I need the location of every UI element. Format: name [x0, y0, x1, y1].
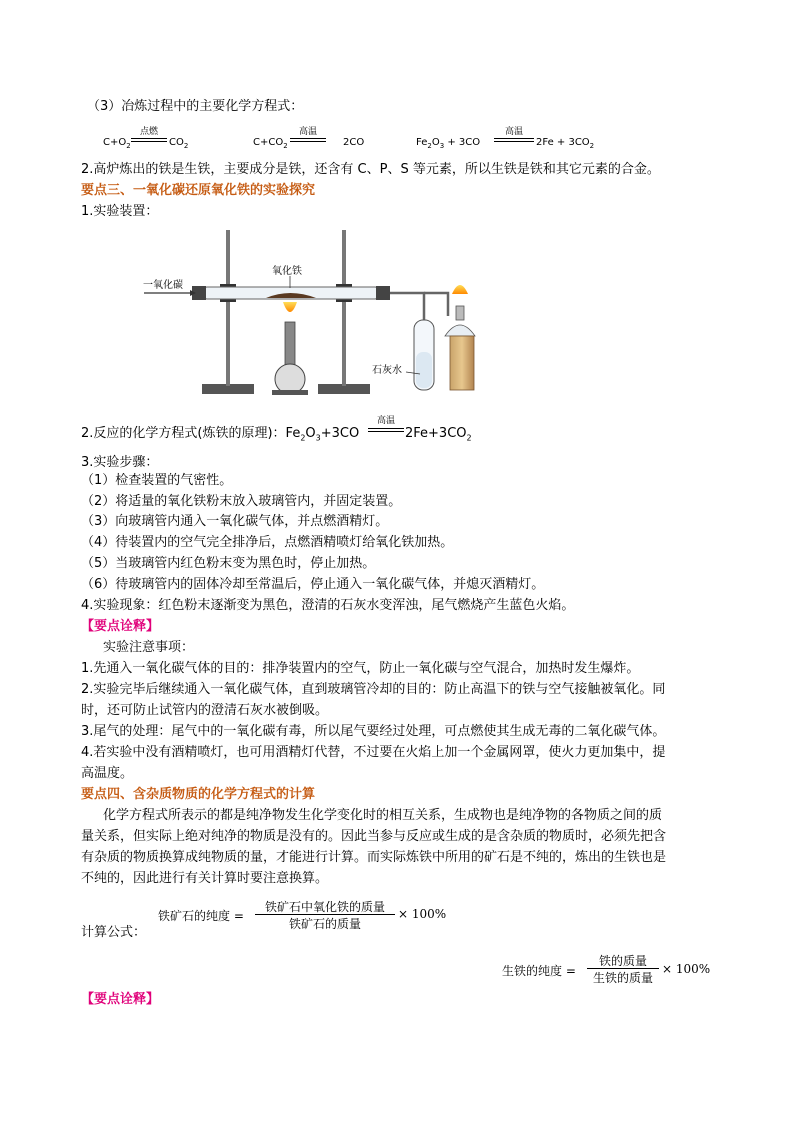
eq2-arrow-bar-2 [290, 141, 326, 142]
key-point-note-1: 【要点诠释】 [81, 619, 160, 634]
step-1: （1）检查装置的气密性。 [81, 473, 233, 488]
lamp-bulb [275, 364, 305, 394]
formula-label: 计算公式： [81, 925, 147, 940]
alcohol-lamp-neck [456, 306, 464, 320]
step-2: （2）将适量的氧化铁粉末放入玻璃管内，并固定装置。 [81, 494, 402, 509]
equation-iron-oxide [416, 136, 480, 153]
limewater-label: 石灰水 [372, 365, 402, 376]
eq1-condition: 点燃 [139, 127, 158, 137]
eq3-sub2: 3 [439, 142, 445, 150]
right-stopper [376, 286, 390, 300]
reaction-condition: 高温 [376, 416, 395, 426]
impurity-paragraph-line-4: 不纯的，因此进行有关计算时要注意换算。 [81, 871, 329, 886]
caution-1: 1.先通入一氧化碳气体的目的：排净装置内的空气，防止一氧化碳与空气混合，加热时发生爆炸。 [81, 661, 640, 676]
alcohol-lamp-body [445, 325, 475, 336]
step-3: （3）向玻璃管内通入一氧化碳气体，并点燃酒精灯。 [81, 514, 389, 529]
eq2-left: C+CO [253, 137, 284, 148]
pig-iron-purity-denominator: 生铁的质量 [592, 971, 653, 985]
eq3-right [536, 136, 594, 153]
eq2-condition: 高温 [298, 127, 317, 137]
ore-purity-denominator: 铁矿石的质量 [288, 917, 361, 931]
cautions-label: 实验注意事项： [103, 640, 195, 655]
pig-iron-purity-right: × 100% [662, 962, 711, 976]
caution-4b: 高温度。 [81, 766, 134, 781]
right-stand-rod [342, 230, 346, 386]
lamp-flame [283, 302, 297, 312]
step-5: （5）当玻璃管内红色粉末变为黑色时，停止加热。 [81, 556, 376, 571]
reaction-equation [81, 424, 359, 449]
eq1-right-sub: 2 [183, 142, 189, 150]
wooden-block [450, 336, 474, 390]
eq1-arrow-bar [131, 138, 167, 139]
eq1-right-text: CO [169, 137, 184, 148]
reaction-right [405, 424, 472, 449]
reaction-sub1: 2 [300, 433, 306, 443]
limewater-liquid [416, 352, 432, 388]
eq2-left-sub: 2 [283, 142, 288, 150]
section-3-label: （3）冶炼过程中的主要化学方程式： [87, 99, 304, 114]
caution-2b: 时，还可防止试管内的澄清石灰水被倒吸。 [81, 703, 329, 718]
eq1-arrow-bar-2 [131, 141, 167, 142]
eq1-right [169, 136, 188, 153]
eq3-fe: Fe [416, 137, 428, 148]
reaction-right-text: 2Fe+3CO [405, 426, 467, 441]
phenomenon-paragraph: 4.实验现象：红色粉末逐渐变为黑色，澄清的石灰水变浑浊，尾气燃烧产生蓝色火焰。 [81, 598, 575, 613]
apparatus-label: 1.实验装置： [81, 204, 159, 219]
caution-3: 3.尾气的处理：尾气中的一氧化碳有毒，所以尾气要经过处理，可点燃使其生成无毒的二氧化碳气体。 [81, 724, 666, 739]
equation-carbon-oxygen [103, 136, 131, 153]
impurity-paragraph-line-2: 量关系，但实际上绝对纯净的物质是没有的。因此当参与反应或生成的是含杂质的物质时，必须先把含 [81, 829, 667, 844]
eq3-sub1: 2 [427, 142, 432, 150]
reaction-sub2: 3 [315, 433, 321, 443]
key-point-note-2: 【要点诠释】 [81, 992, 160, 1007]
eq3-condition: 高温 [504, 127, 523, 137]
eq2-arrow-bar [290, 138, 326, 139]
eq3-arrow-bar [494, 138, 534, 139]
reaction-right-sub: 2 [466, 433, 472, 443]
pig-iron-purity-numerator: 铁的质量 [598, 954, 647, 968]
eq3-right-text: 2Fe + 3CO [536, 137, 590, 148]
eq3-plus-co: + 3CO [444, 137, 481, 148]
section-heading-4: 要点四、含杂质物质的化学方程式的计算 [81, 787, 316, 802]
ore-purity-right: × 100% [398, 907, 447, 921]
reaction-arrow-bar-2 [368, 431, 404, 432]
step-4: （4）待装置内的空气完全排净后，点燃酒精喷灯给氧化铁加热。 [81, 535, 454, 550]
caution-2a: 2.实验完毕后继续通入一氧化碳气体，直到玻璃管冷却的目的：防止高温下的铁与空气接触被氧化。同 [81, 682, 666, 697]
co-label: 一氧化碳 [143, 280, 183, 291]
apparatus-diagram [140, 224, 500, 402]
ore-purity-numerator: 铁矿石中氧化铁的质量 [264, 900, 385, 914]
lamp-foot [272, 390, 308, 395]
left-stand-rod [226, 230, 230, 386]
section-heading-3: 要点三、一氧化碳还原氧化铁的实验探究 [81, 183, 316, 198]
eq3-o: O [431, 137, 440, 148]
pig-iron-paragraph: 2.高炉炼出的铁是生铁，主要成分是铁，还含有 C、P、S 等元素，所以生铁是铁和其它元素的合金。 [81, 162, 660, 177]
reaction-prefix: 2.反应的化学方程式(炼铁的原理)：Fe [81, 426, 301, 441]
exhaust-flame [452, 285, 468, 294]
eq2-right: 2CO [343, 137, 365, 148]
eq3-right-sub: 2 [589, 142, 595, 150]
eq3-arrow-bar-2 [494, 141, 534, 142]
eq1-left-sub: 2 [126, 142, 131, 150]
ore-purity-left: 铁矿石的纯度 = [158, 909, 244, 923]
reaction-o: O [305, 426, 316, 441]
eq1-left: C+O [103, 137, 127, 148]
reaction-arrow-bar [368, 428, 404, 429]
equation-carbon-co2 [253, 136, 288, 153]
impurity-paragraph-line-3: 有杂质的物质换算成纯物质的量，才能进行计算。而实际炼铁中所用的矿石是不纯的，炼出的生铁也是 [81, 850, 667, 865]
exhaust-tube [424, 293, 448, 316]
pig-iron-purity-left: 生铁的纯度 = [502, 964, 576, 978]
lamp-chimney [285, 322, 295, 370]
steps-label: 3.实验步骤： [81, 455, 159, 470]
iron-oxide-label: 氧化铁 [272, 266, 302, 277]
caution-4a: 4.若实验中没有酒精喷灯，也可用酒精灯代替，不过要在火焰上加一个金属网罩，使火力更加集中，提 [81, 745, 666, 760]
step-6: （6）待玻璃管内的固体冷却至常温后，停止通入一氧化碳气体，并熄灭酒精灯。 [81, 577, 545, 592]
impurity-paragraph-line-1: 化学方程式所表示的都是纯净物发生化学变化时的相互关系，生成物也是纯净物的各物质之间的质 [103, 808, 663, 823]
reaction-plus-co: +3CO [320, 426, 360, 441]
